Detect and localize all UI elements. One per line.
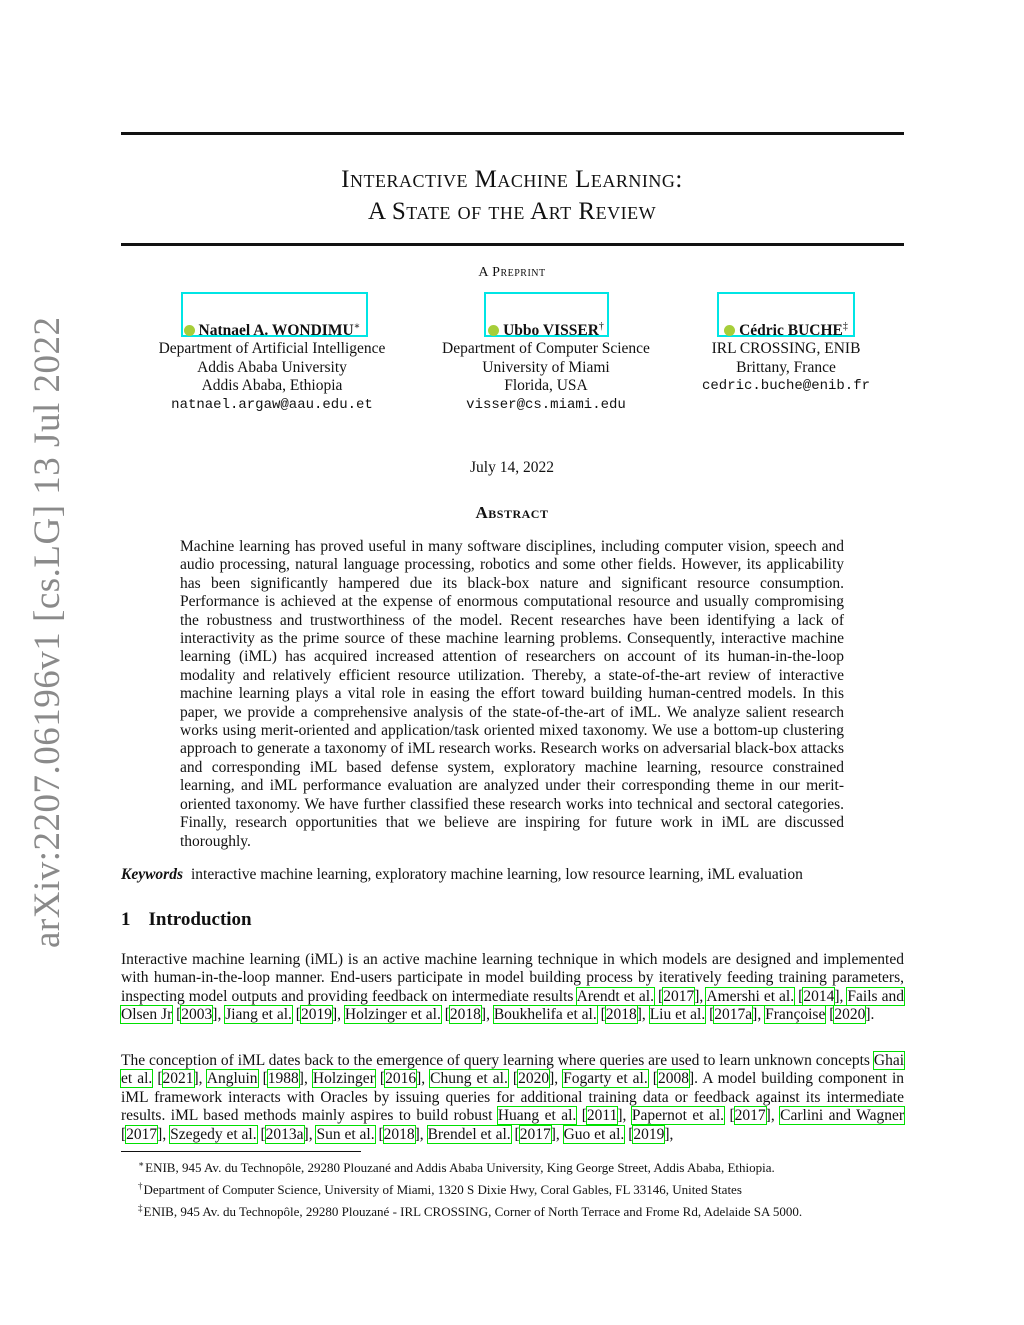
keywords	[121, 866, 803, 884]
keywords-label: Keywords	[121, 866, 183, 883]
citation-link[interactable]: Holzinger et al.	[344, 1006, 441, 1024]
footnote-text: ENIB, 945 Av. du Technopôle, 29280 Plouzané and Addis Ababa University, King George Street, Addis Ababa, Ethiopia.	[145, 1160, 775, 1175]
footnote-3	[138, 1199, 918, 1221]
author-email[interactable]: cedric.buche@enib.fr	[701, 378, 871, 395]
orcid-icon[interactable]	[488, 325, 499, 336]
citation-link[interactable]: Angluin	[206, 1070, 258, 1088]
author-1	[121, 318, 423, 414]
citation-year-link[interactable]: 1988	[267, 1070, 299, 1088]
paragraph-text: Interactive machine learning (iML) is an active machine learning technique in which models are designed and implemented with human-in-the-loop manner. End-users participate in model building process by iteratively feeding training parameters, inspecting model outputs and providing feedback on intermediate results	[121, 951, 904, 1005]
keywords-list: interactive machine learning, exploratory machine learning, low resource learning, iML evaluation	[191, 866, 803, 883]
author-name[interactable]: Natnael A. WONDIMU	[198, 322, 354, 339]
citation-year-link[interactable]: 2014	[803, 987, 835, 1005]
citation-link[interactable]: Boukhelifa et al.	[493, 1006, 597, 1024]
citation-year-link[interactable]: 2019	[633, 1125, 665, 1143]
citation-link[interactable]: Ghai et al.	[121, 1052, 905, 1088]
footnote-mark: ∗	[138, 1159, 145, 1169]
orcid-icon[interactable]	[724, 325, 735, 336]
section-number: 1	[121, 909, 131, 930]
citation-link[interactable]: Papernot et al.	[631, 1107, 725, 1125]
paper-title	[0, 164, 1024, 228]
citation-year-link[interactable]: 2021	[162, 1070, 194, 1088]
title-line-1: Interactive Machine Learning:	[341, 166, 683, 193]
citation-year-link[interactable]: 2017	[126, 1125, 158, 1143]
citation-link[interactable]: Szegedy et al.	[170, 1125, 257, 1143]
author-email[interactable]: natnael.argaw@aau.edu.et	[171, 396, 373, 413]
footnote-text: ENIB, 945 Av. du Technopôle, 29280 Plouzané - IRL CROSSING, Corner of North Terrace and Frome Rd, Adelaide SA 5000.	[143, 1204, 803, 1219]
intro-paragraph-2: The conception of iML dates back to the emergence of query learning where queries are used to learn unknown concepts Ghai et al. [2021], Angluin [1988], Holzinger [2016], Chung et al. [2020], Fogarty et al. [2008]. A model building component in iML framework interacts with Oracles by issuing queries for additional training data or feedback against its intermediate results. iML based methods mainly aspires to build robust Huang et al. [2011], Papernot et al. [2017], Carlini and Wagner [2017], Szegedy et al. [2013a], Sun et al. [2018], Brendel et al. [2017], Guo et al. [2019],	[121, 1052, 905, 1143]
footnote-rule	[121, 1151, 361, 1152]
paragraph-text: A model building component in iML framework interacts with Oracles by issuing queries for additional training data or feedback against its intermediate results. iML based methods mainly aspires to build robust	[121, 1070, 905, 1125]
author-location: Florida, USA	[504, 377, 588, 395]
abstract-text: Machine learning has proved useful in many software disciplines, including computer vision, speech and audio processing, natural language processing, robotics and some other fields. However, its applicability has been significantly hampered due its black-box nature and significant resource consumption. Performance is achieved at the expense of enormous computational resource and usually compromising the robustness and trustworthiness of the model. Recent researches have been identifying a lack of interactivity as the prime source of these machine learning problems. Consequently, interactive machine learning (iML) has acquired increased attention of researchers on account of its human-in-the-loop modality and relatively efficient resource utilization. Thereby, a state-of-the-art review of interactive machine learning plays a vital role in easing the effort toward building human-centred models. In this paper, we provide a comprehensive analysis of the state-of-the-art of iML. We analyze salient research works using merit-oriented and application/task oriented mixed taxonomy. We use a bottom-up clustering approach to generate a taxonomy of iML research works. Research works on adversarial black-box attacks and corresponding iML based defense system, exploratory machine learning, resource constrained learning, and iML performance evaluation are analyzed under their corresponding theme in our merit-oriented taxonomy. We have further classified these research works into technical and sectoral categories. Finally, research opportunities that we believe are inspiring for future work in iML are discussed thoroughly.	[180, 538, 844, 850]
footnote-text: Department of Computer Science, University of Miami, 1320 S Dixie Hwy, Coral Gables, FL 33146, United States	[143, 1182, 742, 1197]
arxiv-identifier: arXiv:2207.06196v1 [cs.LG] 13 Jul 2022	[27, 316, 68, 948]
footnote-mark: ‡	[138, 1203, 143, 1213]
citation-link[interactable]: Brendel et al.	[427, 1125, 511, 1143]
abstract-heading: Abstract	[475, 503, 549, 522]
author-footnote-mark[interactable]: ∗	[353, 321, 361, 332]
orcid-icon[interactable]	[184, 325, 195, 336]
citation-link[interactable]: Liu et al.	[649, 1006, 706, 1024]
citation-year-link[interactable]: 2019	[300, 1006, 332, 1024]
author-org: Brittany, France	[736, 358, 836, 376]
footnote-2	[138, 1177, 918, 1199]
title-bottom-rule	[121, 243, 904, 246]
citation-year-link[interactable]: 2018	[449, 1006, 481, 1024]
preprint-label: A Preprint	[478, 265, 546, 280]
citation-year-link[interactable]: 2003	[181, 1006, 213, 1024]
footnote-mark: †	[138, 1181, 143, 1191]
citation-year-link[interactable]: 2017	[734, 1107, 766, 1125]
citation-year-link[interactable]: 2020	[834, 1006, 866, 1024]
section-title: Introduction	[148, 909, 252, 930]
citation-link[interactable]: Huang et al.	[497, 1107, 577, 1125]
paragraph-text: The conception of iML dates back to the emergence of query learning where queries are used to learn unknown concepts	[121, 1052, 870, 1069]
author-name[interactable]: Cédric BUCHE	[739, 322, 843, 339]
citation-link[interactable]: Guo et al.	[563, 1125, 625, 1143]
citation-link[interactable]: Sun et al.	[316, 1125, 375, 1143]
citation-year-link[interactable]: 2008	[657, 1070, 689, 1088]
citation-link[interactable]: Françoise	[765, 1006, 826, 1024]
intro-paragraph-1: Interactive machine learning (iML) is an active machine learning technique in which models are designed and implemented with human-in-the-loop manner. End-users participate in model building process by iteratively feeding training parameters, inspecting model outputs and providing feedback on intermediate results Arendt et al. [2017], Amershi et al. [2014], Fails and Olsen Jr [2003], Jiang et al. [2019], Holzinger et al. [2018], Boukhelifa et al. [2018], Liu et al. [2017a], Françoise [2020].	[121, 951, 904, 1024]
title-top-rule	[121, 132, 904, 135]
citation-year-link[interactable]: 2018	[383, 1125, 415, 1143]
citation-year-link[interactable]: 2017a	[714, 1006, 753, 1024]
section-heading	[121, 909, 252, 931]
citation-year-link[interactable]: 2017	[519, 1125, 551, 1143]
citation-year-link[interactable]: 2016	[385, 1070, 417, 1088]
citation-year-link[interactable]: 2017	[663, 987, 695, 1005]
author-2	[412, 318, 680, 414]
author-footnote-mark[interactable]: †	[598, 321, 604, 332]
footnotes	[138, 1155, 918, 1221]
author-org: Addis Ababa University	[197, 358, 347, 376]
citation-link[interactable]: Fogarty et al.	[563, 1070, 648, 1088]
citation-link[interactable]: Holzinger	[312, 1070, 375, 1088]
citation-year-link[interactable]: 2013a	[265, 1125, 304, 1143]
citation-link[interactable]: Carlini and Wagner	[780, 1107, 904, 1125]
author-3	[680, 318, 892, 396]
publication-date: July 14, 2022	[470, 459, 554, 476]
citation-year-link[interactable]: 2020	[518, 1070, 550, 1088]
author-dept: IRL CROSSING, ENIB	[711, 340, 861, 358]
citation-year-link[interactable]: 2018	[605, 1006, 637, 1024]
author-email[interactable]: visser@cs.miami.edu	[466, 396, 626, 413]
citation-link[interactable]: Chung et al.	[430, 1070, 508, 1088]
citation-link[interactable]: Arendt et al.	[576, 987, 654, 1005]
footnote-1	[138, 1155, 918, 1177]
citation-link[interactable]: Amershi et al.	[706, 987, 795, 1005]
author-dept: Department of Computer Science	[442, 340, 650, 358]
title-line-2: A State of the Art Review	[367, 198, 657, 225]
author-dept: Department of Artificial Intelligence	[158, 340, 386, 358]
author-name[interactable]: Ubbo VISSER	[503, 322, 599, 339]
citation-year-link[interactable]: 2011	[586, 1107, 618, 1125]
author-org: University of Miami	[482, 358, 610, 376]
citation-link[interactable]: Fails and Olsen Jr	[121, 987, 904, 1024]
author-footnote-mark[interactable]: ‡	[842, 321, 848, 332]
citation-link[interactable]: Jiang et al.	[225, 1006, 292, 1024]
author-location: Addis Ababa, Ethiopia	[201, 377, 343, 395]
